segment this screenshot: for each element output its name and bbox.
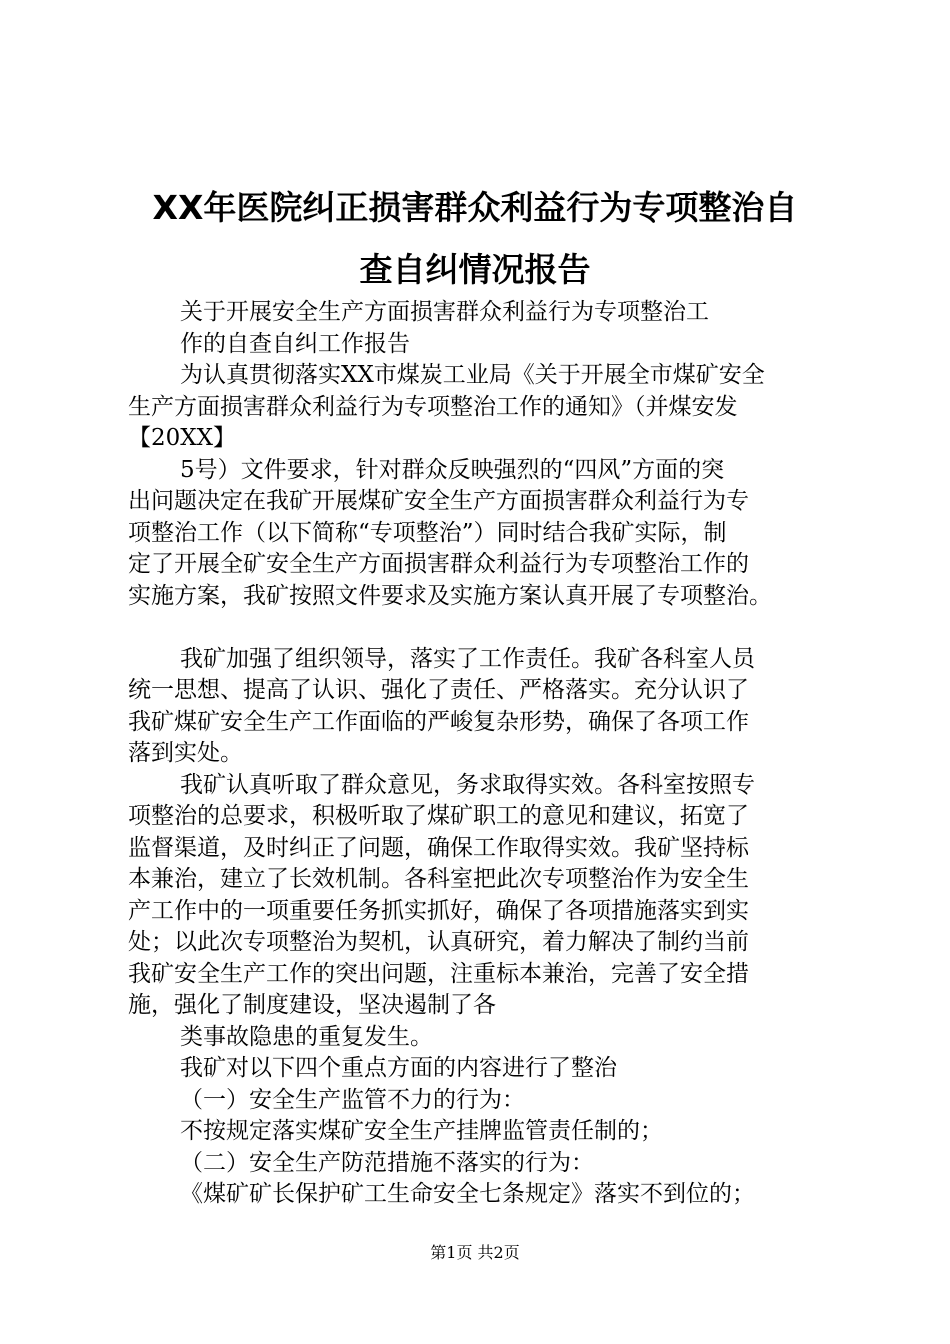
- body-line: 定了开展全矿安全生产方面损害群众利益行为专项整治工作的: [128, 551, 749, 577]
- body-line: 生产方面损害群众利益行为专项整治工作的通知》（并煤安发: [128, 393, 738, 420]
- body-line: 作的自查自纠工作报告: [180, 330, 410, 357]
- body-line: 落到实处。: [128, 740, 243, 766]
- body-line: 我矿安全生产工作的突出问题，注重标本兼治，完善了安全措: [128, 960, 749, 987]
- body-line: 我矿加强了组织领导，落实了工作责任。我矿各科室人员: [180, 645, 755, 672]
- body-line: （一）安全生产监管不力的行为：: [180, 1086, 525, 1113]
- document-title-line-2: 查自纠情况报告: [359, 250, 591, 289]
- document-body: [128, 297, 828, 1211]
- blank-line: [128, 612, 828, 644]
- body-line: 《煤矿矿长保护矿工生命安全七条规定》落实不到位的；: [180, 1181, 755, 1207]
- body-line: 本兼治，建立了长效机制。各科室把此次专项整治作为安全生: [128, 866, 749, 892]
- page-footer: 第1页 共2页: [430, 1243, 520, 1262]
- body-line: 【20XX】: [128, 425, 237, 451]
- body-line: 处；以此次专项整治为契机，认真研究，着力解决了制约当前: [128, 929, 749, 955]
- body-line: 项整治工作（以下简称“专项整治”）同时结合我矿实际，制: [128, 519, 727, 546]
- body-line: 施，强化了制度建设，坚决遏制了各: [128, 992, 496, 1018]
- body-line: 为认真贯彻落实XX市煤炭工业局《关于开展全市煤矿安全: [180, 362, 765, 388]
- body-line: 实施方案，我矿按照文件要求及实施方案认真开展了专项整治。: [128, 582, 772, 609]
- body-line: 我矿对以下四个重点方面的内容进行了整治: [180, 1055, 617, 1081]
- body-line: 出问题决定在我矿开展煤矿安全生产方面损害群众利益行为专: [128, 488, 749, 514]
- body-line: 5号）文件要求，针对群众反映强烈的“四风”方面的突: [180, 456, 725, 483]
- body-line: 我矿煤矿安全生产工作面临的严峻复杂形势，确保了各项工作: [128, 708, 749, 735]
- body-line: 监督渠道，及时纠正了问题，确保工作取得实效。我矿坚持标: [128, 834, 749, 861]
- document-title-line-1: XX年医院纠正损害群众利益行为专项整治自: [152, 188, 798, 227]
- body-line: 项整治的总要求，积极听取了煤矿职工的意见和建议，拓宽了: [128, 803, 749, 829]
- body-line: 不按规定落实煤矿安全生产挂牌监管责任制的；: [180, 1118, 663, 1144]
- body-line: 关于开展安全生产方面损害群众利益行为专项整治工: [180, 299, 709, 325]
- body-line: 产工作中的一项重要任务抓实抓好，确保了各项措施落实到实: [128, 897, 749, 924]
- body-line: 统一思想、提高了认识、强化了责任、严格落实。充分认识了: [128, 677, 749, 703]
- body-line: 类事故隐患的重复发生。: [180, 1023, 433, 1050]
- body-line: （二）安全生产防范措施不落实的行为：: [180, 1149, 594, 1176]
- body-line: 我矿认真听取了群众意见，务求取得实效。各科室按照专: [180, 771, 755, 798]
